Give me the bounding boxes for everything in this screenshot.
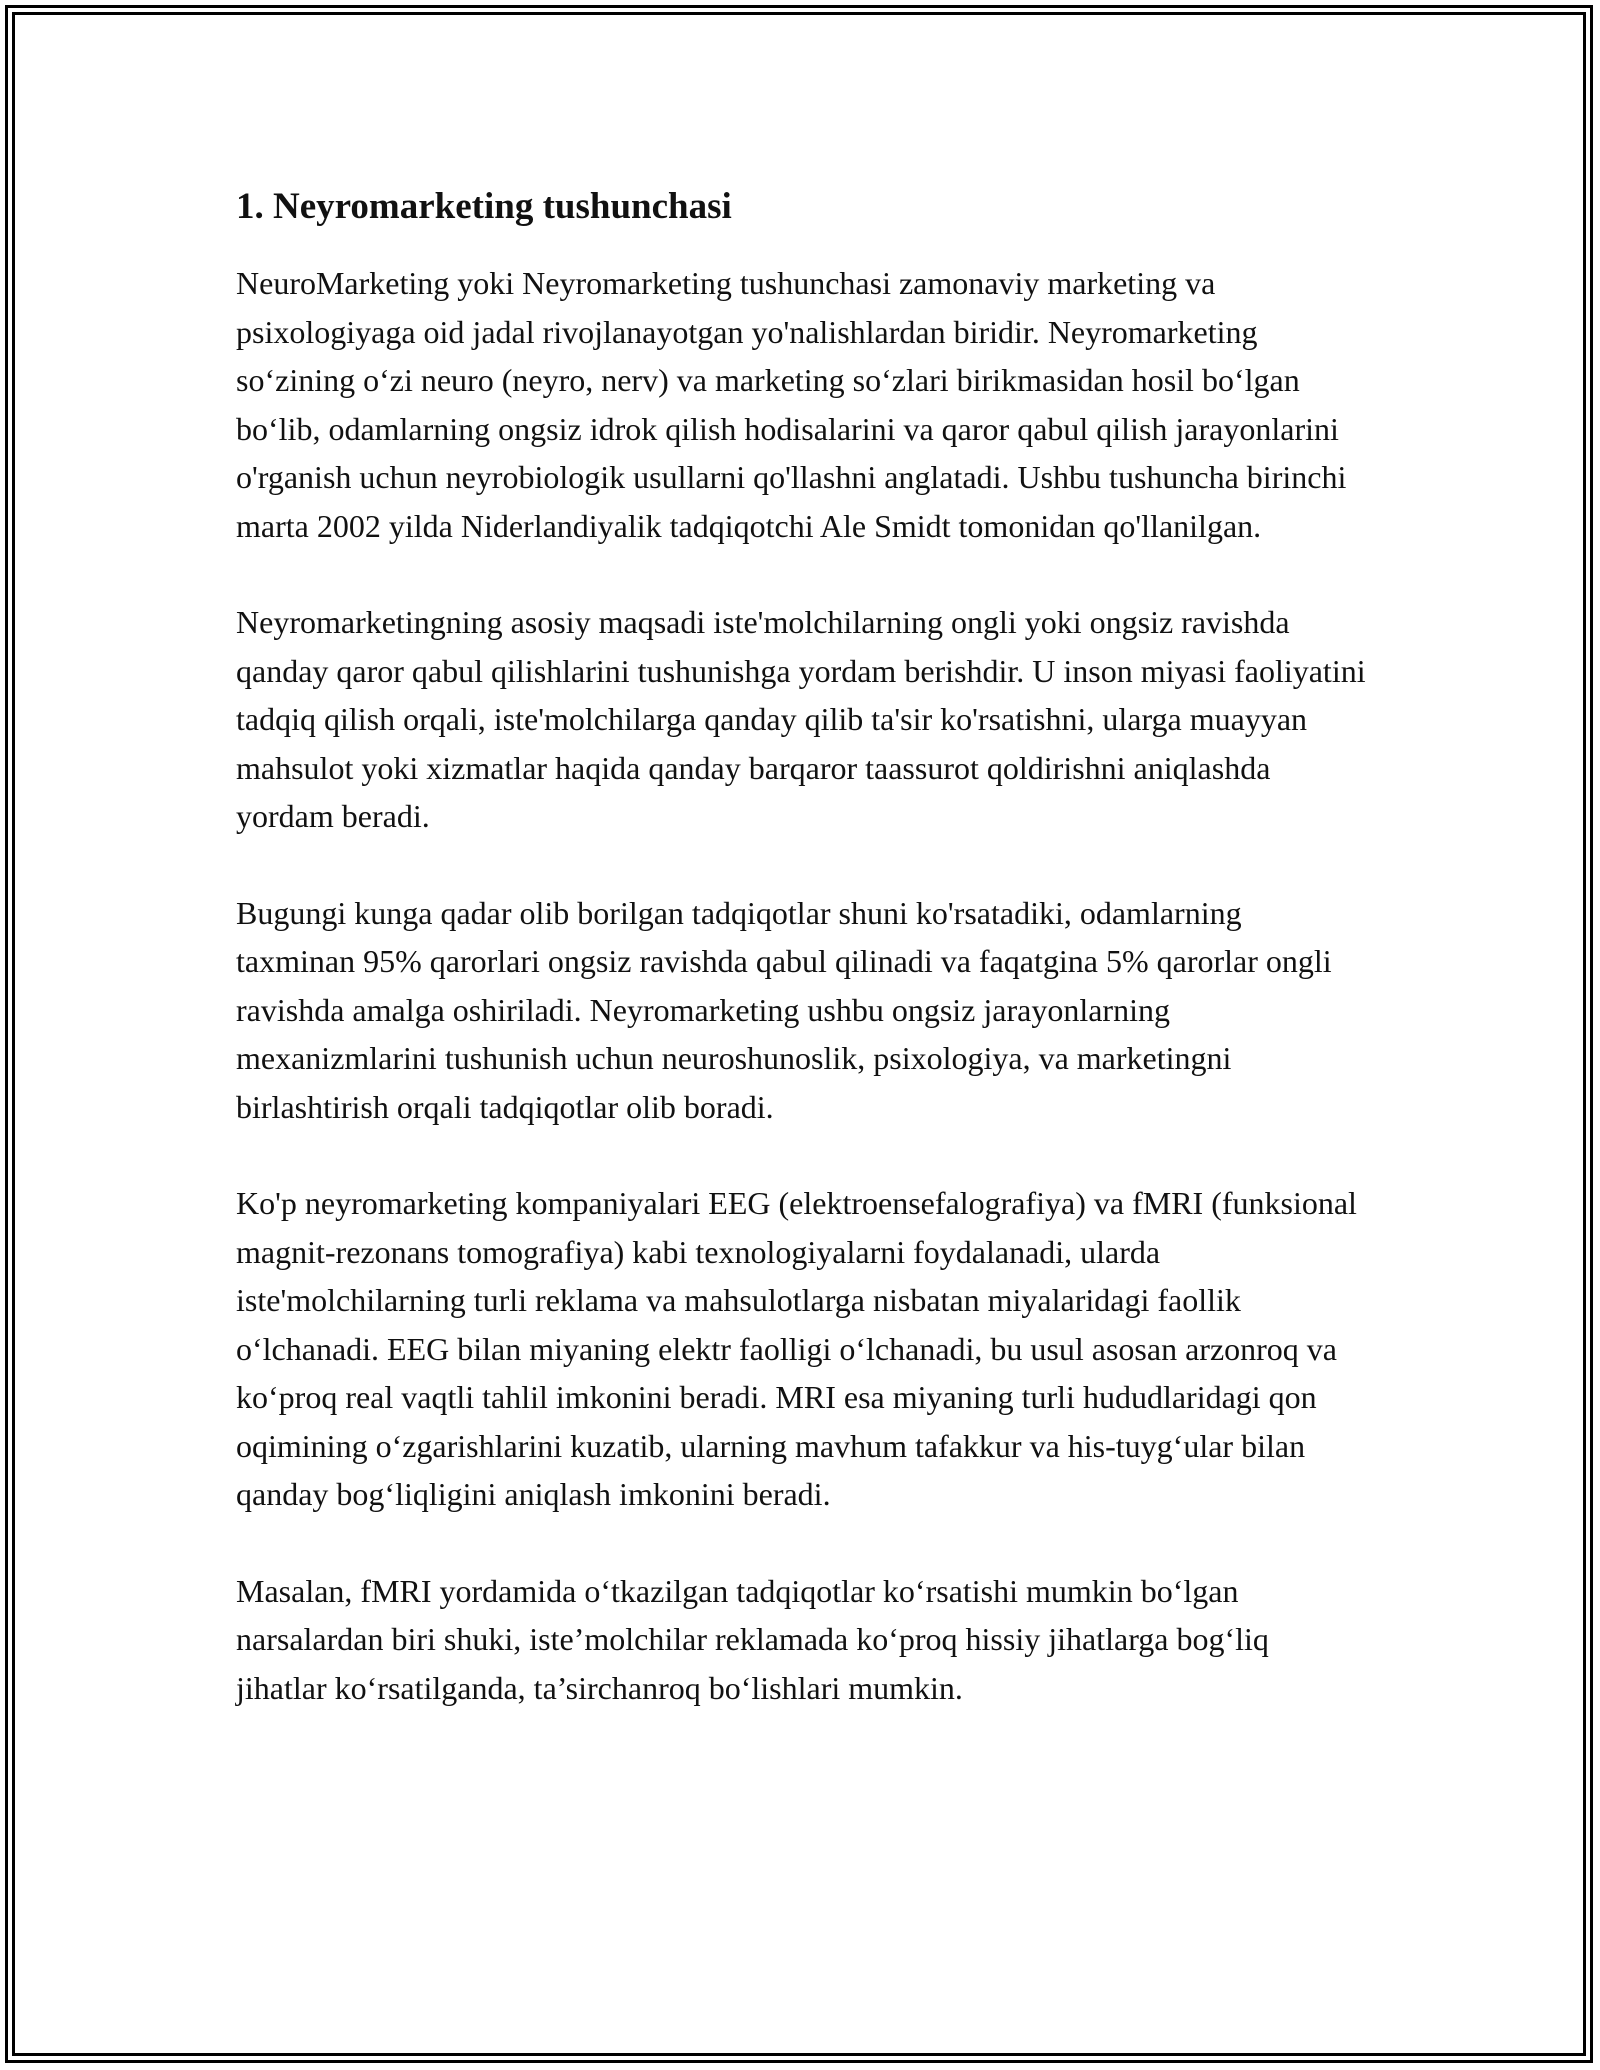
paragraph-1: NeuroMarketing yoki Neyromarketing tushunchasi zamonaviy marketing va psixologiyaga oid jadal rivojlanayotgan yo'nalishlardan biridir. Neyromarketing so‘zining o‘zi neuro (neyro, nerv) va marketing so‘zlari birikmasidan hosil bo‘lgan bo‘lib, odamlarning ongsiz idrok qilish hodisalarini va qaror qabul qilish jarayonlarini o'rganish uchun neyrobiologik usullarni qo'llashni anglatadi. Ushbu tushuncha birinchi marta 2002 yilda Niderlandiyalik tadqiqotchi Ale Smidt tomonidan qo'llanilgan.	[236, 265, 1347, 544]
paragraph-5: Masalan, fMRI yordamida o‘tkazilgan tadqiqotlar ko‘rsatishi mumkin bo‘lgan narsalardan biri shuki, iste’molchilar reklamada ko‘proq hissiy jihatlarga bog‘liq jihatlar ko‘rsatilganda, ta’sirchanroq bo‘lishlari mumkin.	[236, 1572, 1269, 1706]
paragraph-3: Bugungi kunga qadar olib borilgan tadqiqotlar shuni ko'rsatadiki, odamlarning taxminan 95% qarorlari ongsiz ravishda qabul qilinadi va faqatgina 5% qarorlar ongli ravishda amalga oshiriladi. Neyromarketing ushbu ongsiz jarayonlarning mexanizmlarini tushunish uchun neuroshunoslik, psixologiya, va marketingni birlashtirish orqali tadqiqotlar olib boradi.	[236, 894, 1332, 1125]
paragraph-2: Neyromarketingning asosiy maqsadi iste'molchilarning ongli yoki ongsiz ravishda qanday qaror qabul qilishlarini tushunishga yordam berishdir. U inson miyasi faoliyatini tadqiq qilish orqali, iste'molchilarga qanday qilib ta'sir ko'rsatishni, ularga muayyan mahsulot yoki xizmatlar haqida qanday barqaror taassurot qoldirishni aniqlashda yordam beradi.	[236, 604, 1366, 835]
paragraph-4: Ko'p neyromarketing kompaniyalari EEG (elektroensefalografiya) va fMRI (funksional magnit-rezonans tomografiya) kabi texnologiyalarni foydalanadi, ularda iste'molchilarning turli reklama va mahsulotlarga nisbatan miyalaridagi faollik o‘lchanadi. EEG bilan miyaning elektr faolligi o‘lchanadi, bu usul asosan arzonroq va ko‘proq real vaqtli tahlil imkonini beradi. MRI esa miyaning turli hududlaridagi qon oqimining o‘zgarishlarini kuzatib, ularning mavhum tafakkur va his-tuyg‘ular bilan qanday bog‘liqligini aniqlash imkonini beradi.	[236, 1185, 1357, 1513]
document-body	[236, 183, 1366, 1760]
section-heading: 1. Neyromarketing tushunchasi	[236, 186, 732, 227]
